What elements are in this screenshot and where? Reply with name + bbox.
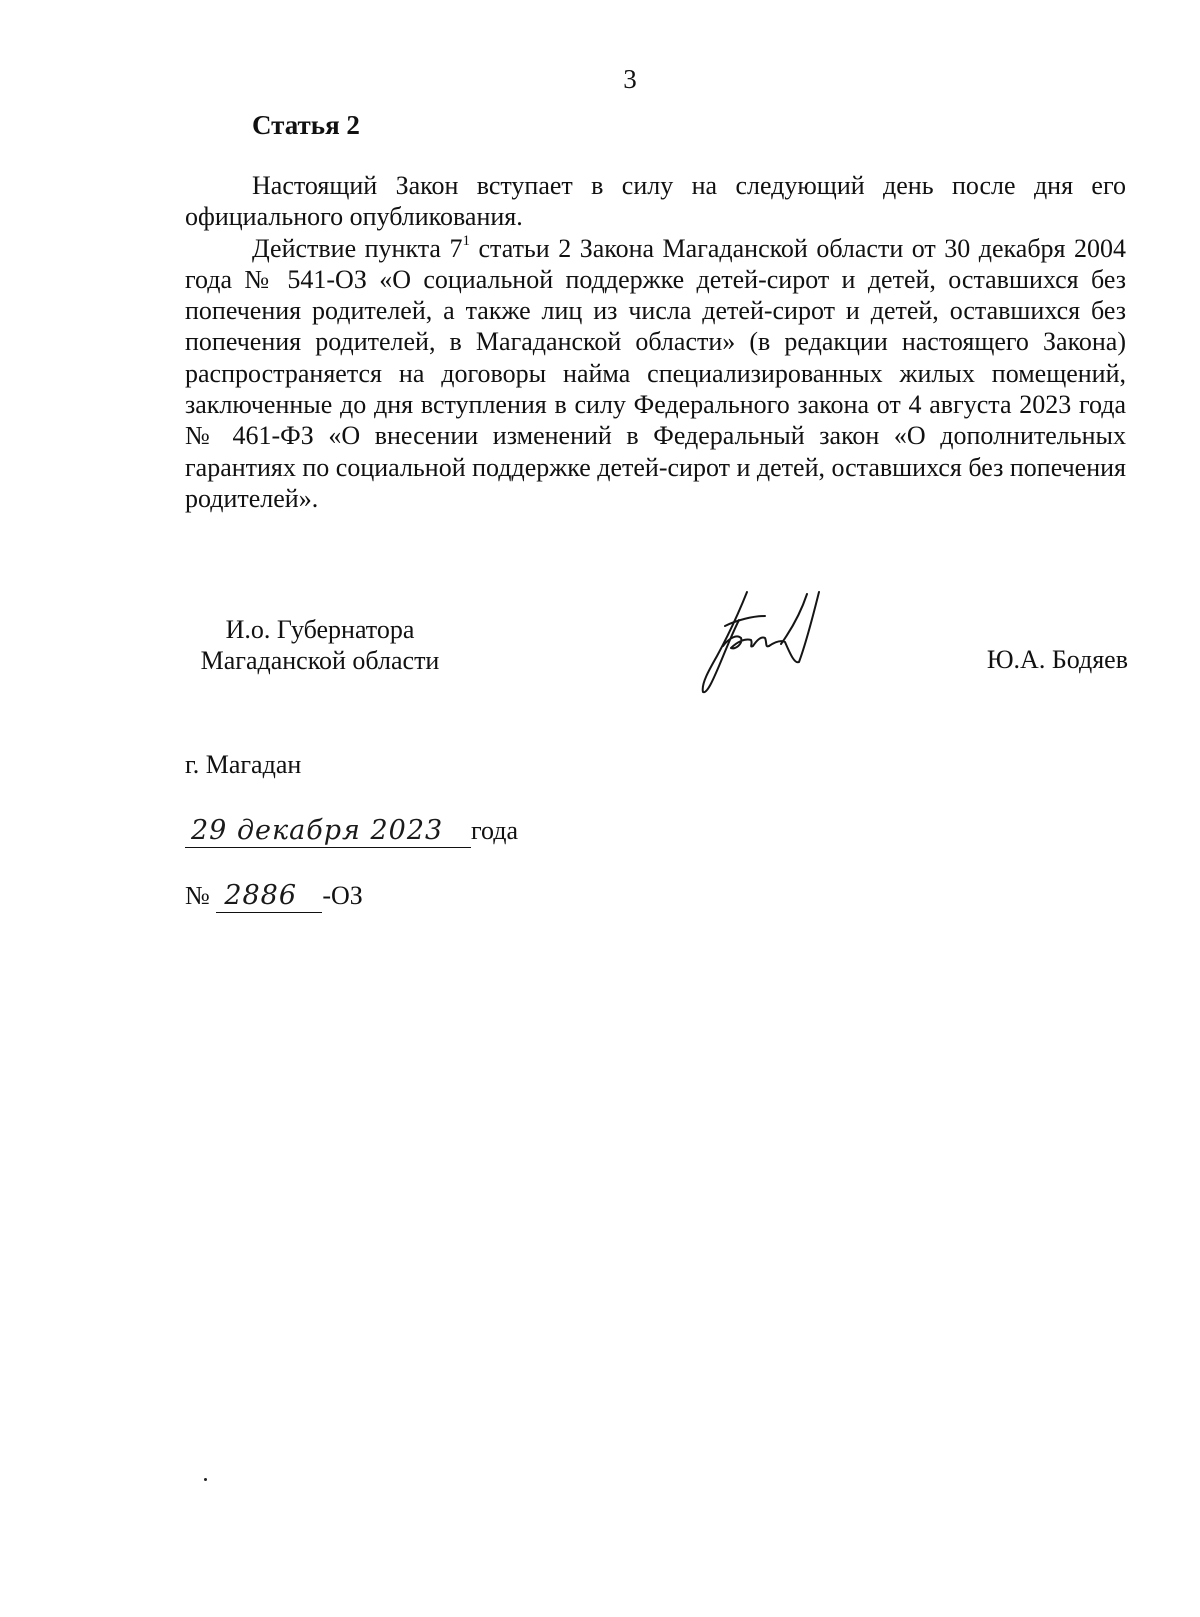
article-title: Статья 2 xyxy=(252,110,360,140)
superscript-index: 1 xyxy=(462,232,470,249)
law-number-prefix: № xyxy=(185,881,210,910)
signing-date xyxy=(185,815,518,848)
place-of-signing: г. Магадан xyxy=(185,750,302,779)
paragraph-application-start: Действие пункта 7 xyxy=(252,233,463,263)
signer-name: Ю.А. Бодяев xyxy=(986,645,1128,674)
signer-position-line1: И.о. Губернатора xyxy=(225,615,415,644)
signer-position-line2: Магаданской области xyxy=(200,646,440,675)
paragraph-application xyxy=(185,233,1126,515)
handwritten-signature xyxy=(695,590,825,700)
article-body xyxy=(185,170,1126,514)
law-number-suffix: -ОЗ xyxy=(322,881,363,910)
signer-position xyxy=(190,614,450,676)
paragraph-effective-date: Настоящий Закон вступает в силу на следующий день после дня его официального опубликования. xyxy=(185,171,1126,232)
date-suffix: года xyxy=(471,816,519,845)
page-number: 3 xyxy=(623,64,637,94)
paragraph-application-rest: статьи 2 Закона Магаданской области от 30 декабря 2004 года № 541-ОЗ «О социальной поддержке детей-сирот и детей, оставшихся без попечения родителей, а также лиц из числа детей-сирот и детей, оставшихся без попечения родителей, в Магаданской области» (в редакции настоящего Закона) распространяется на договоры найма специализированных жилых помещений, заключенные до дня вступления в силу Федерального закона от 4 августа 2023 года № 461-ФЗ «О внесении изменений в Федеральный закон «О дополнительных гарантиях по социальной поддержке детей-сирот и детей, оставшихся без попечения родителей». xyxy=(185,233,1126,513)
scan-speck xyxy=(204,1478,207,1481)
handwritten-date: 29 декабря 2023 xyxy=(185,815,471,848)
law-number xyxy=(185,880,363,913)
handwritten-law-number: 2886 xyxy=(216,880,322,913)
